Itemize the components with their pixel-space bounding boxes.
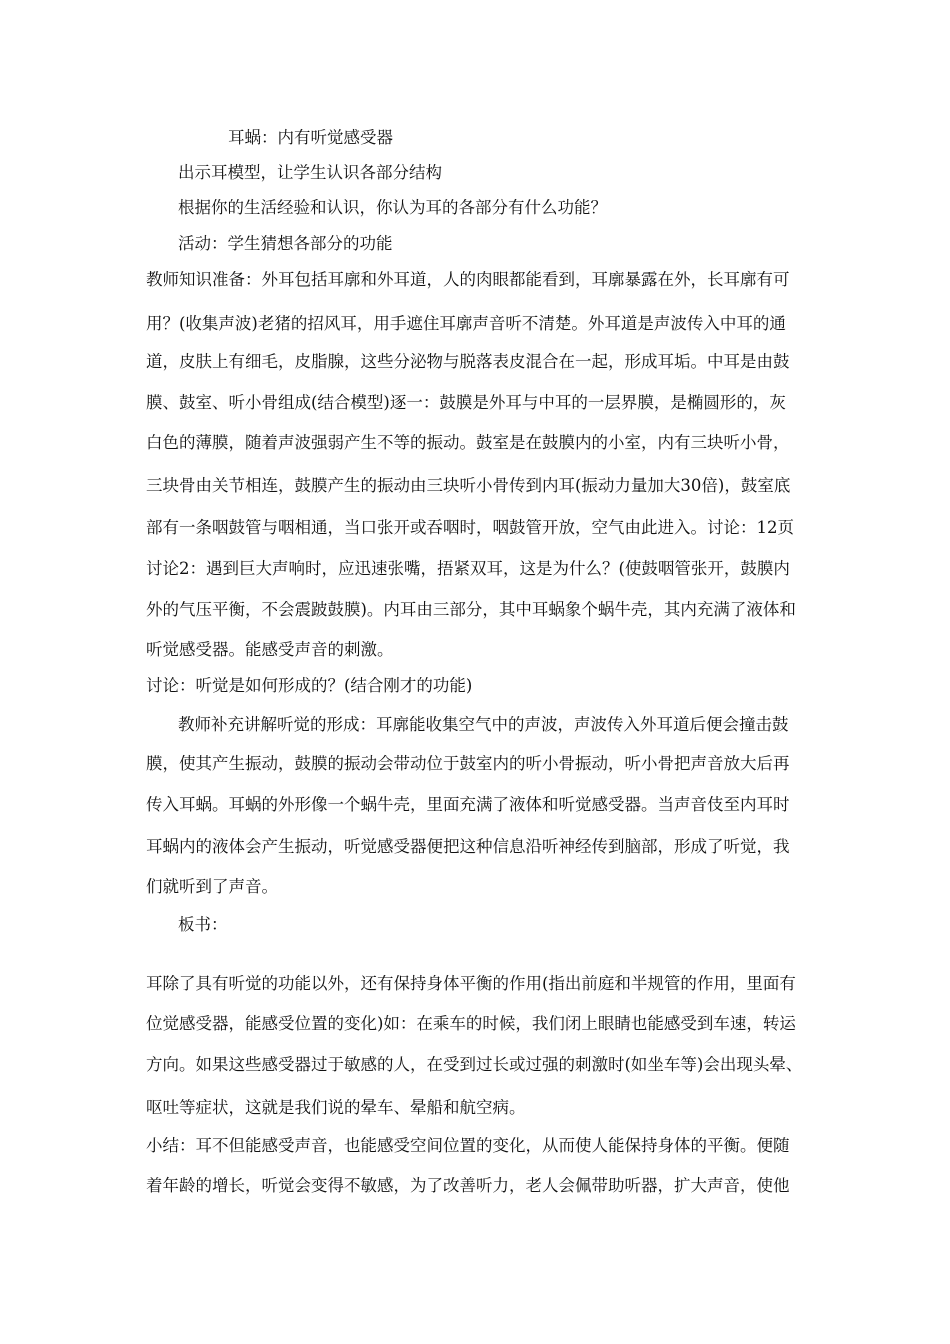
text-line: 听觉感受器。能感受声音的刺激。 <box>146 640 394 659</box>
text-line: 教师补充讲解听觉的形成：耳廓能收集空气中的声波，声波传入外耳道后便会撞击鼓 <box>178 715 789 734</box>
text-line: 呕吐等症状，这就是我们说的晕车、晕船和航空病。 <box>146 1098 526 1117</box>
text-line: 三块骨由关节相连，鼓膜产生的振动由三块听小骨传到内耳(振动力量加大30倍)，鼓室底 <box>146 476 791 495</box>
text-line: 教师知识准备：外耳包括耳廓和外耳道，人的肉眼都能看到，耳廓暴露在外，长耳廓有可 <box>146 270 790 289</box>
text-line: 白色的薄膜，随着声波强弱产生不等的振动。鼓室是在鼓膜内的小室，内有三块听小骨， <box>146 433 790 452</box>
text-line: 耳除了具有听觉的功能以外，还有保持身体平衡的作用(指出前庭和半规管的作用，里面有 <box>146 974 796 993</box>
text-line: 根据你的生活经验和认识，你认为耳的各部分有什么功能？ <box>178 198 607 217</box>
text-line: 活动：学生猜想各部分的功能 <box>178 234 393 253</box>
text-line: 耳蜗：内有听觉感受器 <box>228 128 393 147</box>
text-line: 们就听到了声音。 <box>146 877 278 896</box>
text-line: 膜、鼓室、听小骨组成(结合模型)逐一：鼓膜是外耳与中耳的一层界膜，是椭圆形的，灰 <box>146 393 786 412</box>
text-line: 部有一条咽鼓管与咽相通，当口张开或吞咽时，咽鼓管开放，空气由此进入。讨论：12页 <box>146 518 794 537</box>
text-line: 板书： <box>178 915 228 934</box>
text-line: 小结：耳不但能感受声音，也能感受空间位置的变化，从而使人能保持身体的平衡。便随 <box>146 1136 790 1155</box>
text-line: 膜，使其产生振动，鼓膜的振动会带动位于鼓室内的听小骨振动，听小骨把声音放大后再 <box>146 754 790 773</box>
text-line: 方向。如果这些感受器过于敏感的人，在受到过长或过强的刺激时(如坐车等)会出现头晕、 <box>146 1055 803 1074</box>
text-line: 出示耳模型，让学生认识各部分结构 <box>178 163 442 182</box>
text-line: 用？(收集声波)老猪的招风耳，用手遮住耳廓声音听不清楚。外耳道是声波传入中耳的通 <box>146 314 786 333</box>
text-line: 外的气压平衡，不会震跛鼓膜)。内耳由三部分，其中耳蜗象个蜗牛壳，其内充满了液体和 <box>146 600 796 619</box>
text-line: 道，皮肤上有细毛，皮脂腺，这些分泌物与脱落表皮混合在一起，形成耳垢。中耳是由鼓 <box>146 352 790 371</box>
text-line: 耳蜗内的液体会产生振动，听觉感受器便把这种信息沿听神经传到脑部，形成了听觉，我 <box>146 837 790 856</box>
text-line: 着年龄的增长，听觉会变得不敏感，为了改善听力，老人会佩带助听器，扩大声音，使他 <box>146 1176 790 1195</box>
text-line: 讨论：听觉是如何形成的？(结合刚才的功能) <box>146 676 473 695</box>
text-line: 传入耳蜗。耳蜗的外形像一个蜗牛壳，里面充满了液体和听觉感受器。当声音伎至内耳时 <box>146 795 790 814</box>
text-line: 位觉感受器，能感受位置的变化)如：在乘车的时候，我们闭上眼睛也能感受到车速，转运 <box>146 1014 796 1033</box>
text-line: 讨论2：遇到巨大声响时，应迅速张嘴，捂紧双耳，这是为什么？(使鼓咽管张开，鼓膜内 <box>146 559 790 578</box>
